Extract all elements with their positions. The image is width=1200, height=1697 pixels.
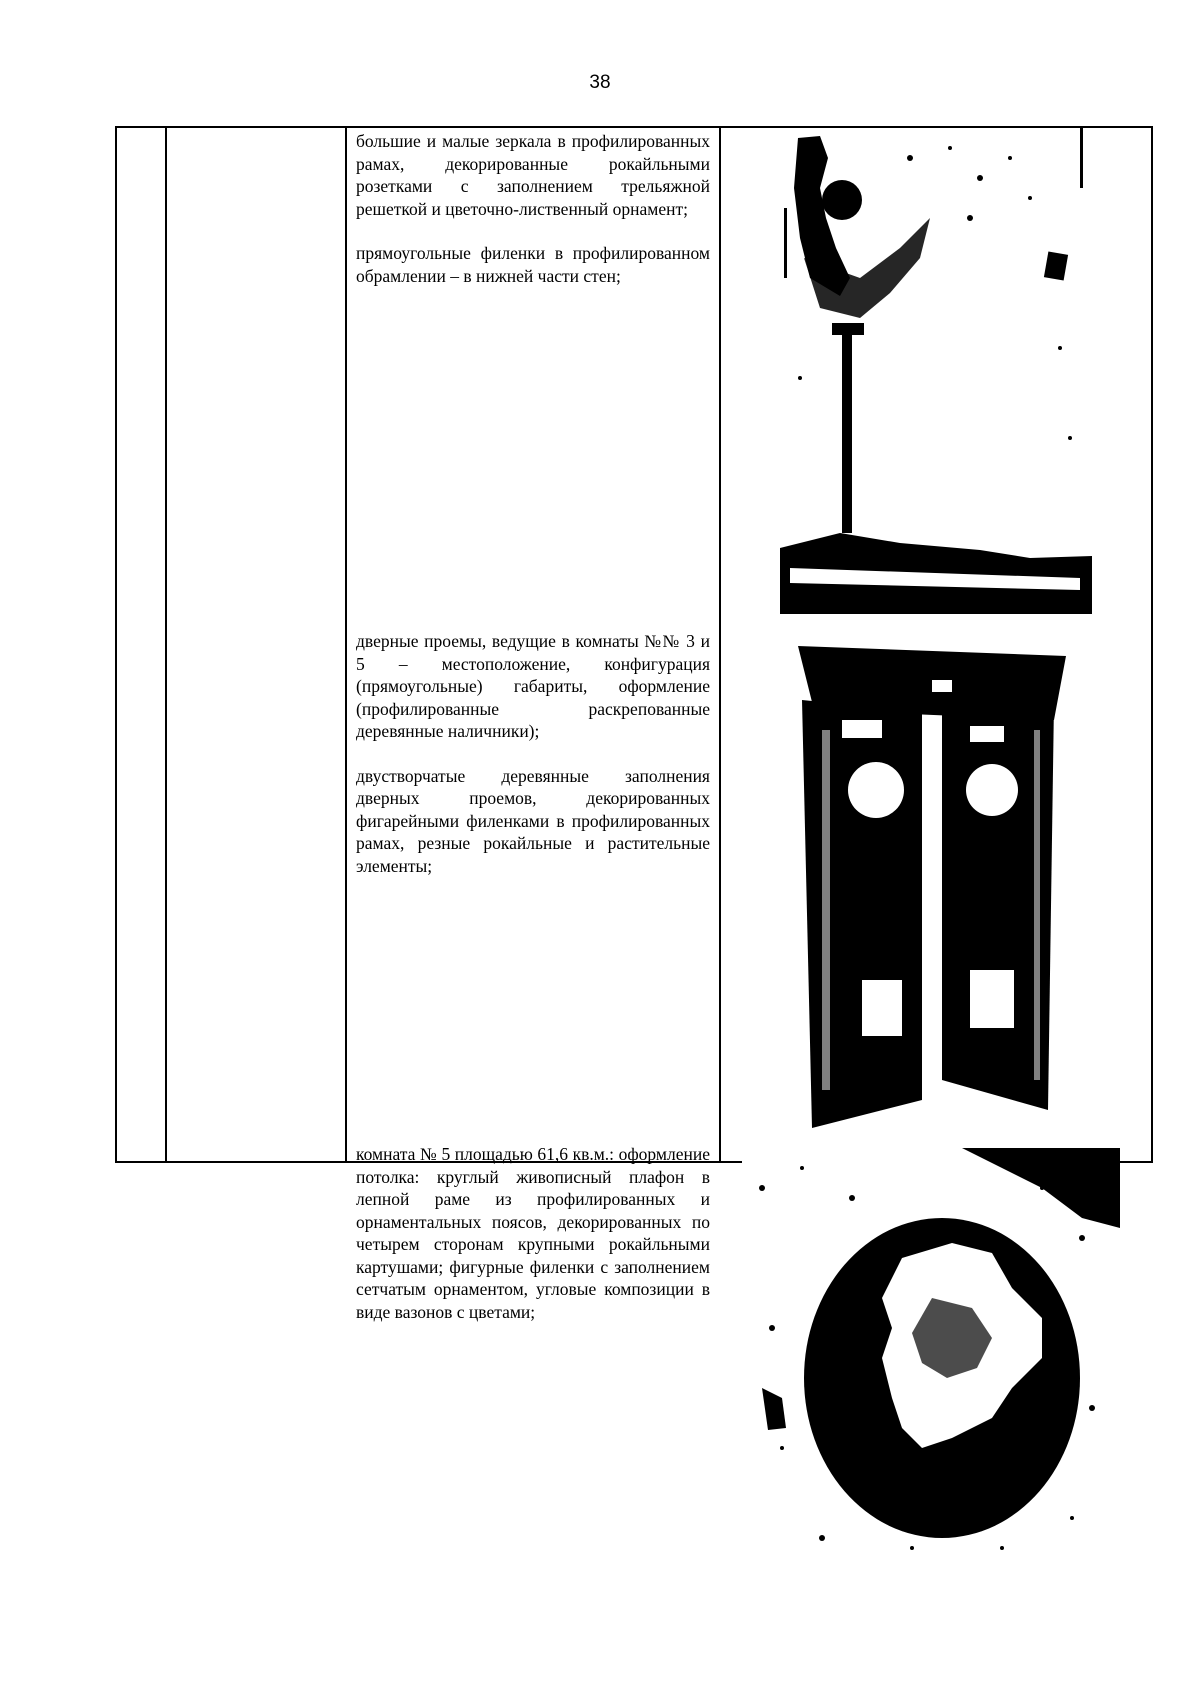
ceiling-plafond-photo xyxy=(742,1148,1120,1560)
page-number: 38 xyxy=(589,72,611,93)
section-3-paragraph-1: комната № 5 площадью 61,6 кв.м.: оформление потолка: круглый живописный плафон в лепной раме из профилированных и орнаментальных поясов, декорированных по четырем сторонам крупными рокайльными картушами; фигурные филенки с заполнением сетчатым орнаментом, угловые композиции в виде вазонов с цветами; xyxy=(356,1144,710,1322)
column-divider-1 xyxy=(165,128,167,1161)
double-door-photo xyxy=(792,640,1072,1130)
section-2-paragraph-1: дверные проемы, ведущие в комнаты №№ 3 и 5 – местоположение, конфигурация (прямоугольные) габариты, оформление (профилированные раскрепованные деревянные наличники); xyxy=(356,631,710,741)
column-divider-3 xyxy=(719,128,721,1161)
section-1-text xyxy=(356,130,710,309)
section-2-paragraph-2: двустворчатые деревянные заполнения дверных проемов, декорированных фигарейными филенками в профилированных рамах, резные рокайльные и растительные элементы; xyxy=(356,765,710,876)
section-3-text xyxy=(356,1143,710,1345)
wall-mirror-photo xyxy=(780,128,1092,614)
section-1-paragraph-1: большие и малые зеркала в профилированных рамах, декорированные рокайльными розетками с заполнением трельяжной решеткой и цветочно-лиственный орнамент; xyxy=(356,131,710,219)
section-2-text xyxy=(356,630,710,899)
column-divider-2 xyxy=(345,128,347,1161)
section-1-paragraph-2: прямоугольные филенки в профилированном обрамлении – в нижней части стен; xyxy=(356,243,710,286)
